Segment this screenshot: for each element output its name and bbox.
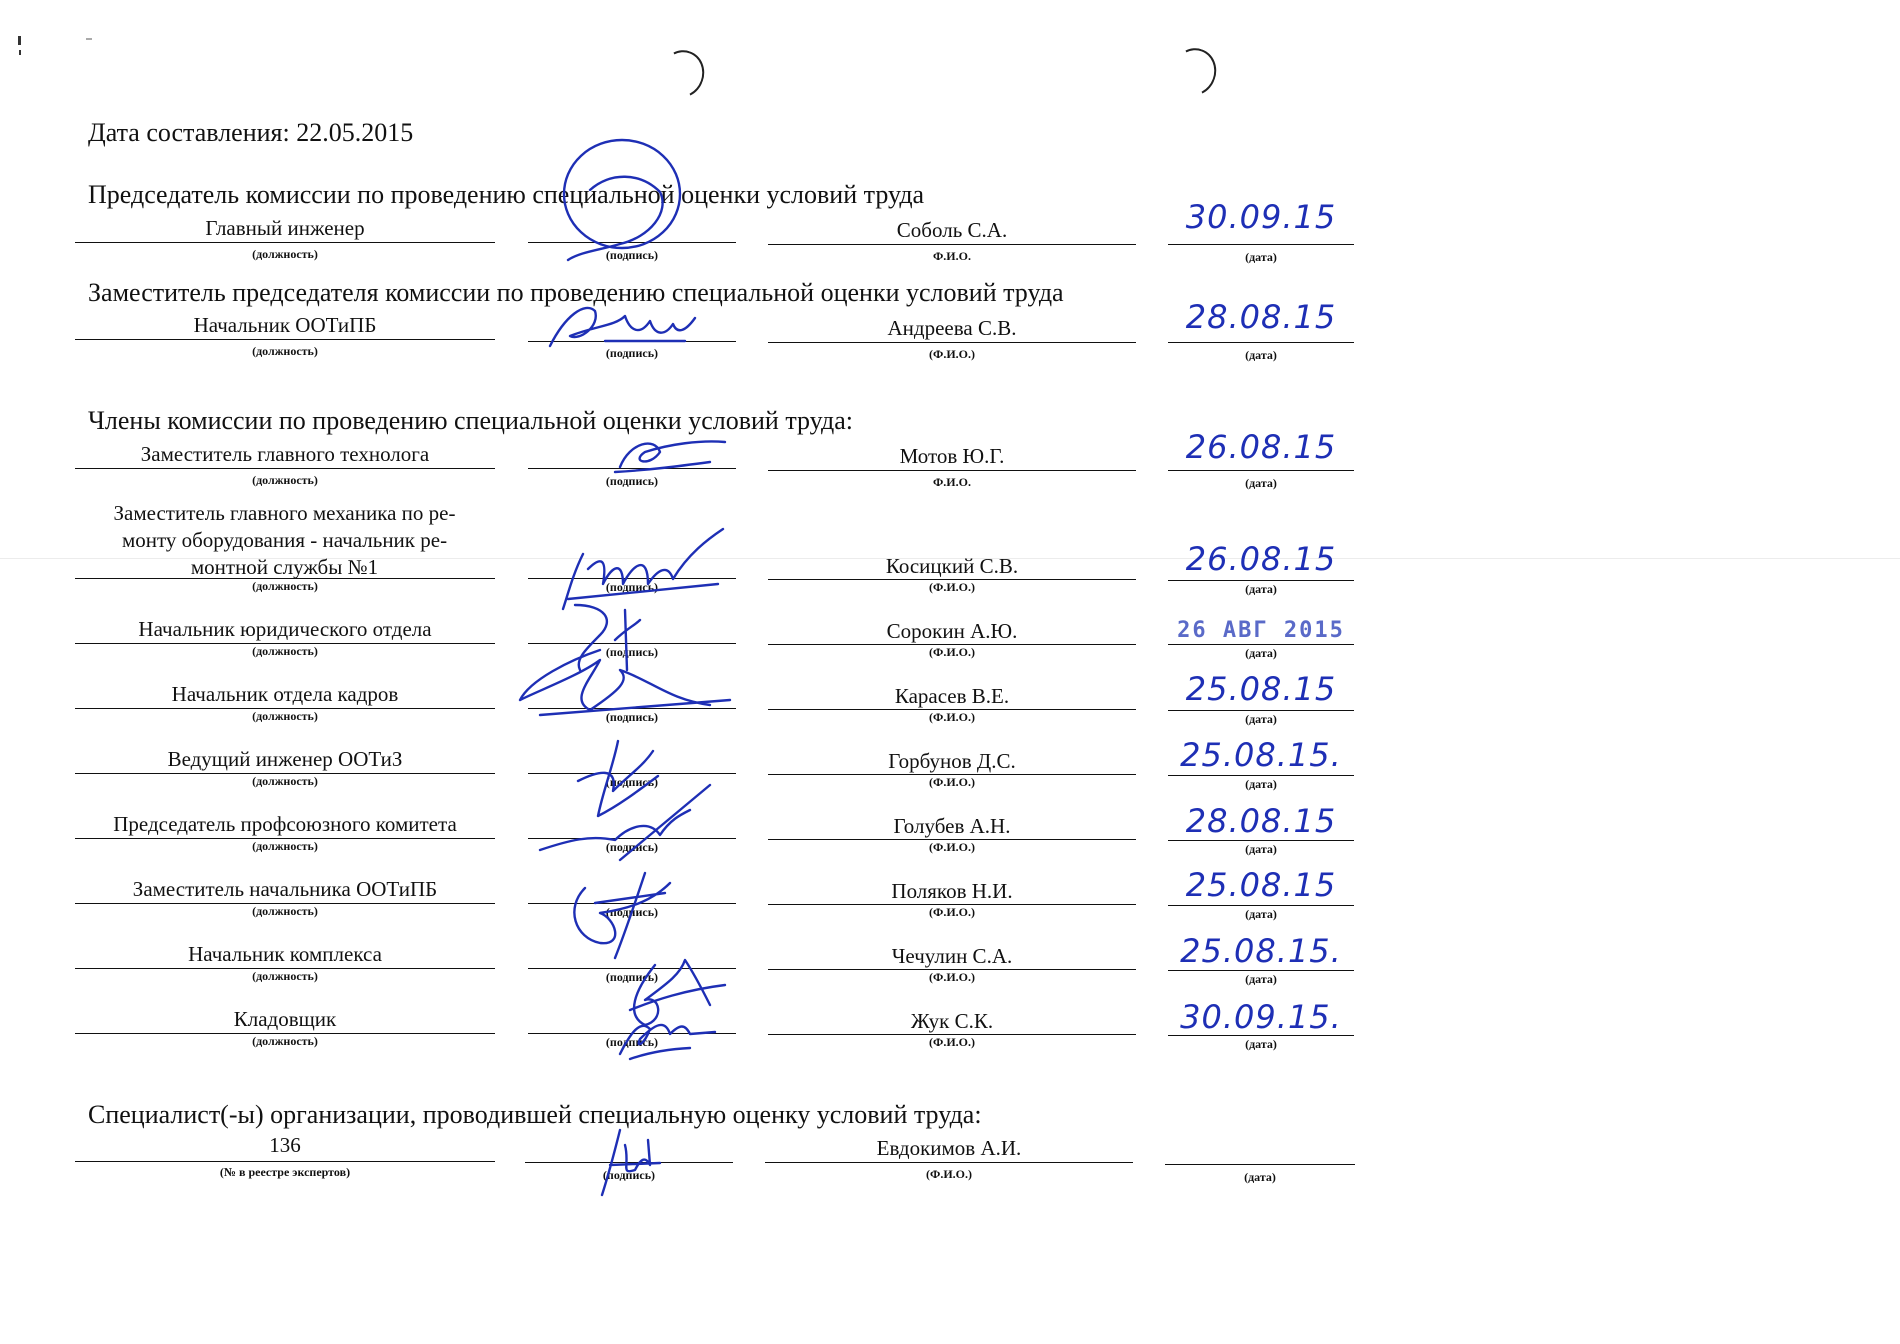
specialist-signature [590, 1125, 670, 1200]
position-caption: (должность) [252, 839, 318, 853]
member-position: Заместитель главного технолога [140, 442, 430, 466]
position-caption: (должность) [252, 344, 318, 358]
date-line [1168, 775, 1354, 776]
position-caption: (должность) [252, 579, 318, 593]
name-caption: (Ф.И.О.) [929, 710, 975, 724]
member-position: Заместитель начальника ООТиПБ [132, 877, 438, 901]
member-date: 26.08.15 [1185, 540, 1337, 578]
vice-date: 28.08.15 [1185, 298, 1337, 336]
specialist-name: Евдокимов А.И. [876, 1136, 1022, 1160]
date-line [1168, 244, 1354, 245]
member-position: Начальник юридического отдела [138, 617, 432, 641]
name-caption: (Ф.И.О.) [929, 347, 975, 361]
name-line [768, 470, 1136, 471]
signature-caption: (подпись) [605, 248, 659, 262]
position-caption: (должность) [252, 709, 318, 723]
date-line [1168, 710, 1354, 711]
date-line [1168, 1035, 1354, 1036]
date-line [1168, 580, 1354, 581]
member-date: 25.08.15. [1180, 932, 1342, 970]
date-line [1168, 644, 1354, 645]
date-caption: (дата) [1245, 582, 1277, 596]
date-caption: (дата) [1245, 777, 1277, 791]
signature-caption: (подпись) [605, 710, 659, 724]
member-position: Председатель профсоюзного комитета [113, 812, 457, 836]
member-position: Начальник отдела кадров [171, 682, 399, 706]
date-line [1165, 1164, 1355, 1165]
chair-date: 30.09.15 [1185, 198, 1337, 236]
vice-chair-signature [545, 296, 715, 356]
member-date-stamp: 26 АВГ 2015 [1177, 618, 1345, 643]
name-line [765, 1162, 1133, 1163]
signature-caption: (подпись) [605, 645, 659, 659]
chair-heading: Председатель комиссии по проведению специальной оценки условий труда [88, 180, 925, 209]
member-signature [510, 640, 740, 730]
position-caption: (должность) [252, 904, 318, 918]
punch-hole-mark [1165, 42, 1223, 102]
date-caption: (дата) [1245, 250, 1277, 264]
position-line [75, 242, 495, 243]
name-line [768, 244, 1136, 245]
member-name: Карасев В.Е. [894, 684, 1010, 708]
date-caption: (дата) [1245, 348, 1277, 362]
member-name: Голубев А.Н. [893, 814, 1011, 838]
name-line [768, 342, 1136, 343]
member-signature [610, 1004, 720, 1064]
member-name: Сорокин А.Ю. [886, 619, 1018, 643]
position-caption: (должность) [252, 774, 318, 788]
member-name: Горбунов Д.С. [888, 749, 1016, 773]
signature-caption: (подпись) [605, 580, 659, 594]
member-position: Кладовщик [233, 1007, 337, 1031]
date-caption: (дата) [1245, 972, 1277, 986]
position-line [75, 468, 495, 469]
member-name: Жук С.К. [910, 1009, 994, 1033]
date-caption: (дата) [1245, 712, 1277, 726]
name-caption: Ф.И.О. [933, 249, 971, 263]
member-date: 25.08.15 [1185, 866, 1337, 904]
member-date: 25.08.15 [1185, 670, 1337, 708]
name-caption: (Ф.И.О.) [929, 840, 975, 854]
scan-speck [18, 36, 21, 45]
date-caption: (дата) [1245, 842, 1277, 856]
date-caption: (дата) [1245, 476, 1277, 490]
punch-hole-mark [653, 44, 711, 104]
member-signature [530, 780, 720, 870]
chair-position: Главный инженер [205, 216, 365, 240]
scan-speck [19, 50, 21, 55]
chair-name: Соболь С.А. [896, 218, 1008, 242]
member-name: Косицкий С.В. [885, 554, 1019, 578]
name-caption: (Ф.И.О.) [929, 775, 975, 789]
name-caption: Ф.И.О. [933, 475, 971, 489]
signature-caption: (подпись) [605, 905, 659, 919]
date-line [1168, 905, 1354, 906]
date-line [1168, 840, 1354, 841]
signature-caption: (подпись) [602, 1168, 656, 1182]
date-line [1168, 470, 1354, 471]
signature-caption: (подпись) [605, 840, 659, 854]
name-caption: (Ф.И.О.) [926, 1167, 972, 1181]
registry-line [75, 1161, 495, 1162]
registry-caption: (№ в реестре экспертов) [219, 1165, 351, 1179]
scan-speck [86, 38, 92, 40]
vice-name: Андреева С.В. [887, 316, 1017, 340]
position-caption: (должность) [252, 1034, 318, 1048]
date-caption: (дата) [1245, 646, 1277, 660]
vice-position: Начальник ООТиПБ [193, 313, 377, 337]
member-signature [600, 432, 730, 477]
member-date: 30.09.15. [1180, 998, 1342, 1036]
date-caption: (дата) [1245, 907, 1277, 921]
members-heading: Члены комиссии по проведению специальной оценки условий труда: [88, 406, 854, 435]
signature-caption: (подпись) [605, 474, 659, 488]
member-date: 28.08.15 [1185, 802, 1337, 840]
signature-caption: (подпись) [605, 775, 659, 789]
member-date: 25.08.15. [1180, 736, 1342, 774]
registry-number: 136 [269, 1133, 301, 1157]
document-date: Дата составления: 22.05.2015 [88, 118, 414, 147]
position-caption: (должность) [252, 473, 318, 487]
position-caption: (должность) [252, 247, 318, 261]
specialists-heading: Специалист(-ы) организации, проводившей специальную оценку условий труда: [88, 1100, 982, 1129]
date-line [1168, 970, 1354, 971]
position-line [75, 339, 495, 340]
member-position: Начальник комплекса [188, 942, 382, 966]
member-name: Мотов Ю.Г. [899, 444, 1005, 468]
position-caption: (должность) [252, 644, 318, 658]
name-caption: (Ф.И.О.) [929, 905, 975, 919]
member-name: Поляков Н.И. [891, 879, 1013, 903]
member-date: 26.08.15 [1185, 428, 1337, 466]
date-caption: (дата) [1245, 1037, 1277, 1051]
name-caption: (Ф.И.О.) [929, 580, 975, 594]
member-name: Чечулин С.А. [891, 944, 1013, 968]
member-position: Заместитель главного механика по ре-монту оборудования - начальник ре-монтной службы №1 [113, 501, 456, 579]
vice-chair-heading: Заместитель председателя комиссии по проведению специальной оценки условий труда [88, 278, 1064, 307]
name-caption: (Ф.И.О.) [929, 645, 975, 659]
position-caption: (должность) [252, 969, 318, 983]
name-caption: (Ф.И.О.) [929, 970, 975, 984]
chair-signature [550, 132, 700, 272]
date-line [1168, 342, 1354, 343]
signature-caption: (подпись) [605, 970, 659, 984]
name-caption: (Ф.И.О.) [929, 1035, 975, 1049]
member-position: Ведущий инженер ООТиЗ [167, 747, 403, 771]
signature-caption: (подпись) [605, 346, 659, 360]
date-caption: (дата) [1244, 1170, 1276, 1184]
signature-caption: (подпись) [605, 1035, 659, 1049]
